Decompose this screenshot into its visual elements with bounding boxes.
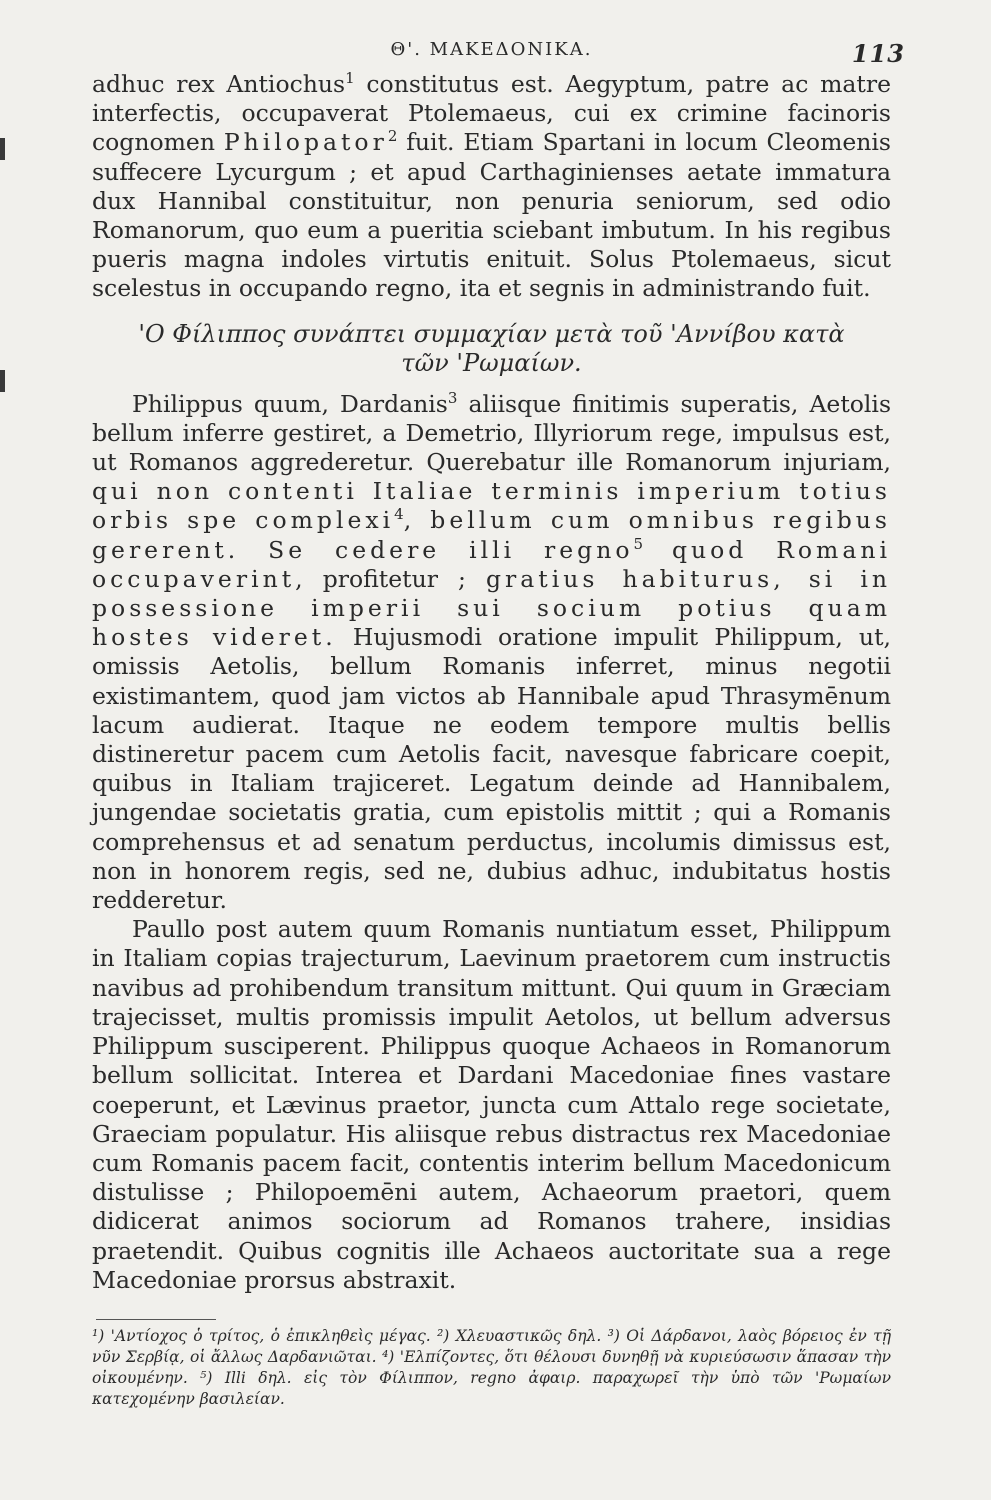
text-run: Hujusmodi oratione impulit Philippum, ut, omissis Aetolis, bellum Romanis inferret, minus negotii existimantem, quod jam victos ab Hannibale apud Thrasymēnum lacum audierat. Itaque ne eodem tempore multis bellis distineretur pacem cum Aetolis facit, navesque fabricare coepit, quibus in Italiam trajiceret. Legatum deinde ad Hannibalem, jungendae societatis gratia, cum epistolis mittit ; qui a Romanis comprehensus et ad senatum perductus, incolumis dimissus est, non in honorem regis, sed ne, dubius adhuc, indubitatus hostis redderetur. [92, 623, 891, 915]
body-text [92, 70, 891, 1295]
running-head [92, 30, 905, 70]
footnotes: ¹) 'Αντίοχος ὁ τρίτος, ὁ ἐπικληθεὶς μέγας. ²) Χλευαστικῶς δηλ. ³) Οἱ Δάρδανοι, λαὸς βόρειος ἐν τῇ νῦν Σερβίᾳ, οἱ ἄλλως Δαρδανιῶται. ⁴) 'Ελπίζοντες, ὅτι θέλουσι δυνηθῇ νὰ κυριεύσωσιν ἅπασαν τὴν οἰκουμένην. ⁵) Illi δηλ. εἰς τὸν Φίλιππον, regno ἀφαιρ. παραχωρεῖ τὴν ὑπὸ τῶν 'Ρωμαίων κατεχομένην βασιλείαν. [92, 1326, 891, 1408]
section-heading: 'Ο Φίλιππος συνάπτει συμμαχίαν μετὰ τοῦ 'Αννίβου κατὰ τῶν 'Ρωμαίων. [138, 319, 845, 377]
page-number: 113 [851, 39, 905, 68]
text-run: , profitetur ; [295, 564, 486, 593]
spaced-text: , bellum cum omnibus regibus gererent. Se cedere illi regno [92, 506, 891, 564]
footnote-ref: 1 [345, 69, 355, 88]
footnote-ref: 3 [447, 388, 458, 407]
text-run: aliisque finitimis superatis, Aetolis bellum inferre gestiret, a Demetrio, Illyriorum rege, impulsus est, ut Romanos aggrederetur. Querebatur ille Romanorum injuriam, [92, 389, 892, 477]
binding-mark [0, 370, 5, 392]
text-run: adhuc rex Antiochus [92, 70, 346, 98]
footnote-ref: 4 [394, 505, 404, 524]
footnote-ref: 2 [387, 127, 398, 146]
running-title: Θ'. ΜΑΚΕΔΟΝΙΚΑ. [390, 39, 593, 60]
footnote-rule [96, 1319, 216, 1320]
text-run: fuit. Etiam Spartani in locum Cleomenis suffecere Lycurgum ; et apud Carthaginienses aetate immatura dux Hannibal constituitur, non penuria seniorum, sed odio Romanorum, quo eum a pueritia sciebant imbutum. In his regibus pueris magna indoles virtutis enituit. Solus Ptolemaeus, sicut scelestus in occupando regno, ita et segnis in administrando fuit. [92, 128, 891, 303]
binding-mark [0, 138, 5, 160]
paragraph-1 [92, 70, 891, 304]
spaced-text: quod Romani occupaverint [92, 535, 891, 593]
text-run: Philippus quum, Dardanis [132, 389, 448, 418]
footnote-ref: 5 [633, 534, 644, 553]
spaced-text: Philopator [223, 128, 388, 157]
spaced-text: qui non contenti Italiae terminis imperium totius orbis spe complexi [92, 477, 891, 535]
spaced-text: gratius habiturus, si in possessione imperii sui socium potius quam hostes videret. [92, 564, 891, 652]
paragraph-2 [92, 390, 891, 916]
paragraph-3: Paullo post autem quum Romanis nuntiatum esset, Philippum in Italiam copias trajecturum, Laevinum praetorem cum instructis navibus ad prohibendum transitum mittunt. Qui quum in Græciam trajecisset, multis promissis impulit Aetolos, ut bellum adversus Philippum susciperent. Philippus quoque Achaeos in Romanorum bellum sollicitat. Interea et Dardani Macedoniae fines vastare coeperunt, et Lævinus praetor, juncta cum Attalo rege societate, Graeciam populatur. His aliisque rebus distractus rex Macedoniae cum Romanis pacem facit, contentis interim bellum Macedonicum distulisse ; Philopoemēni autem, Achaeorum praetori, quem didicerat animos sociorum ad Romanos trahere, insidias praetendit. Quibus cognitis ille Achaeos auctoritate sua a rege Macedoniae prorsus abstraxit. [92, 915, 891, 1294]
text-run: constitutus est. Aegyptum, patre ac matre interfectis, occupaverat Ptolemaeus, cui ex crimine facinoris cognomen [92, 70, 891, 157]
